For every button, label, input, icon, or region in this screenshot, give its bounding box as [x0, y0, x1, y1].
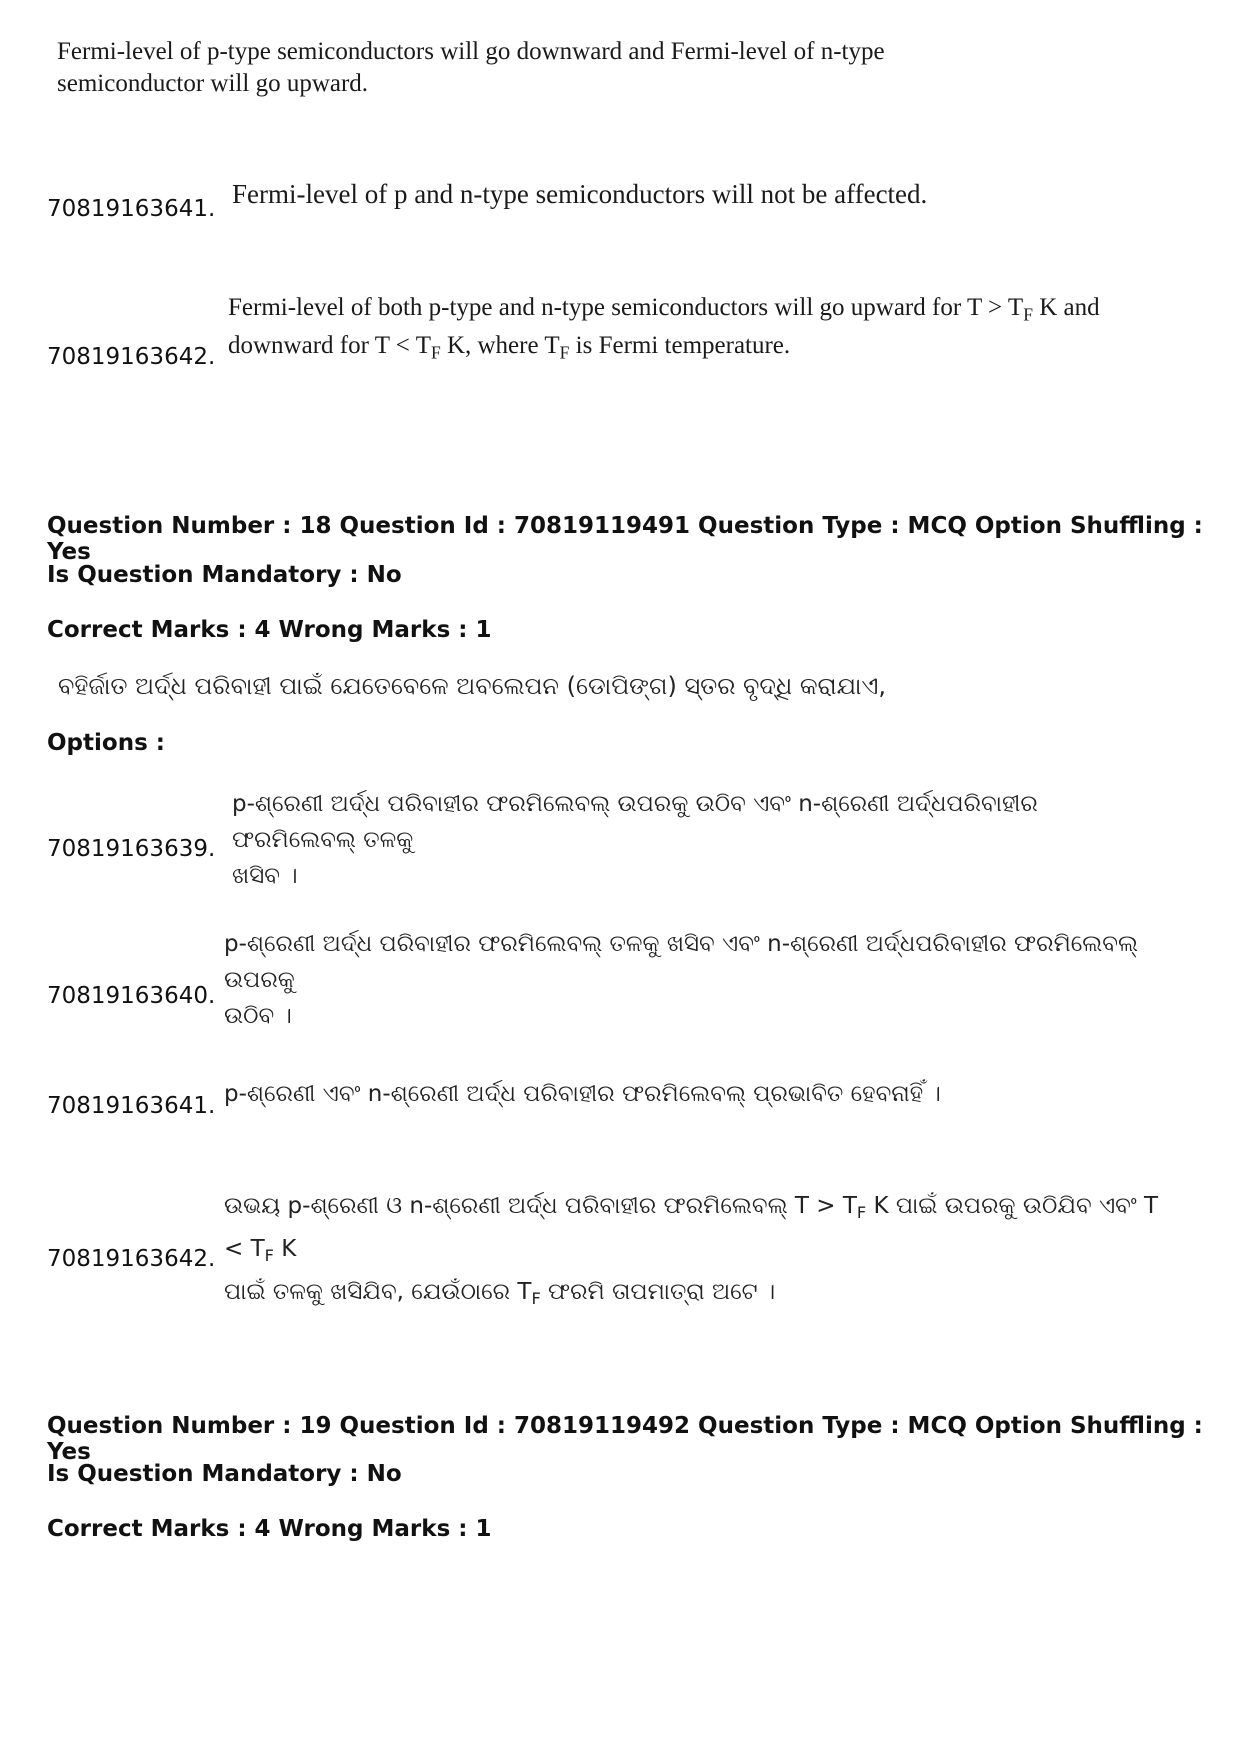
option-text: [228, 292, 1128, 369]
text-part: ଫରମି ତାପମାତ୍ରା ଅଟେ ।: [540, 1278, 776, 1305]
question-header: Question Number : 18 Question Id : 70819119491 Question Type : MCQ Option Shuffling : Yes: [47, 513, 1203, 565]
option-text: [224, 1188, 1174, 1316]
option-id: 70819163639.: [47, 836, 216, 862]
text-part: ପାଇଁ ତଳକୁ ଖସିଯିବ, ଯେଉଁଠାରେ T: [224, 1278, 532, 1305]
subscript: F: [1023, 304, 1033, 325]
option-id: 70819163642.: [47, 1246, 216, 1272]
option-text: [224, 926, 1144, 1034]
question-header: Question Number : 19 Question Id : 70819119492 Question Type : MCQ Option Shuffling : Yes: [47, 1413, 1203, 1465]
subscript: F: [856, 1202, 867, 1222]
option-id: 70819163642.: [47, 344, 216, 370]
text-part: Fermi-level of both p-type and n-type semiconductors will go upward for T > T: [228, 294, 1024, 321]
text-part: downward for T < T: [228, 332, 431, 360]
option-text: [232, 786, 1152, 894]
options-label: Options :: [47, 730, 165, 756]
text-part: K ପାଇଁ ଉପରକୁ ଉଠିଯିବ ଏବଂ T < T: [224, 1193, 1159, 1262]
option-id: 70819163641.: [47, 196, 216, 222]
option-text-line: [224, 1274, 1174, 1317]
option-text-line: ଖସିବ ।: [232, 863, 298, 889]
question-mandatory: Is Question Mandatory : No: [47, 1461, 402, 1487]
option-text-line: [224, 1188, 1174, 1274]
text-part: K and: [1032, 294, 1100, 321]
option-id: 70819163640.: [47, 983, 216, 1009]
option-text: Fermi-level of p and n-type semiconductors will not be affected.: [232, 179, 928, 209]
subscript: F: [264, 1245, 274, 1265]
text-part: K, where T: [440, 332, 560, 360]
question-marks: Correct Marks : 4 Wrong Marks : 1: [47, 617, 492, 643]
option-text-line: [228, 330, 1128, 368]
question-mandatory: Is Question Mandatory : No: [47, 562, 402, 588]
option-id: 70819163641.: [47, 1093, 216, 1119]
text-part: ଉଭୟ p-ଶ୍ରେଣୀ ଓ n-ଶ୍ରେଣୀ ଅର୍ଦ୍ଧ ପରିବାହୀର ଫରମିଲେବଲ୍ T > T: [224, 1193, 857, 1219]
text-part: K: [273, 1235, 297, 1262]
option-text-line: [228, 292, 1128, 330]
option-text-prev-0: Fermi-level of p-type semiconductors will go downward and Fermi-level of n-type semiconductor will go upward.: [57, 38, 885, 97]
option-text-line: ଉଠିବ ।: [224, 1003, 292, 1029]
question-marks: Correct Marks : 4 Wrong Marks : 1: [47, 1516, 492, 1542]
question-text: ବହିର୍ଜାତ ଅର୍ଦ୍ଧ ପରିବାହୀ ପାଇଁ ଯେତେବେଳେ ଅବଲେପନ (ଡୋପିଙ୍ଗ) ସ୍ତର ବୃଦ୍ଧି କରାଯାଏ,: [58, 672, 886, 700]
option-text: p-ଶ୍ରେଣୀ ଏବଂ n-ଶ୍ରେଣୀ ଅର୍ଦ୍ଧ ପରିବାହୀର ଫରମିଲେବଲ୍ ପ୍ରଭାବିତ ହେବନାହିଁ ।: [224, 1081, 941, 1107]
option-text-line: p-ଶ୍ରେଣୀ ଅର୍ଦ୍ଧ ପରିବାହୀର ଫରମିଲେବଲ୍ ତଳକୁ ଖସିବ ଏବଂ n-ଶ୍ରେଣୀ ଅର୍ଦ୍ଧପରିବାହୀର ଫରମିଲେବଲ୍ ଉପରକୁ: [224, 931, 1138, 993]
subscript: F: [430, 342, 441, 363]
text-part: is Fermi temperature.: [569, 332, 791, 360]
subscript: F: [531, 1288, 541, 1308]
subscript: F: [559, 342, 570, 363]
option-text-line: p-ଶ୍ରେଣୀ ଅର୍ଦ୍ଧ ପରିବାହୀର ଫରମିଲେବଲ୍ ଉପରକୁ ଉଠିବ ଏବଂ n-ଶ୍ରେଣୀ ଅର୍ଦ୍ଧପରିବାହୀର ଫରମିଲେବଲ୍ ତଳକୁ: [232, 791, 1038, 853]
